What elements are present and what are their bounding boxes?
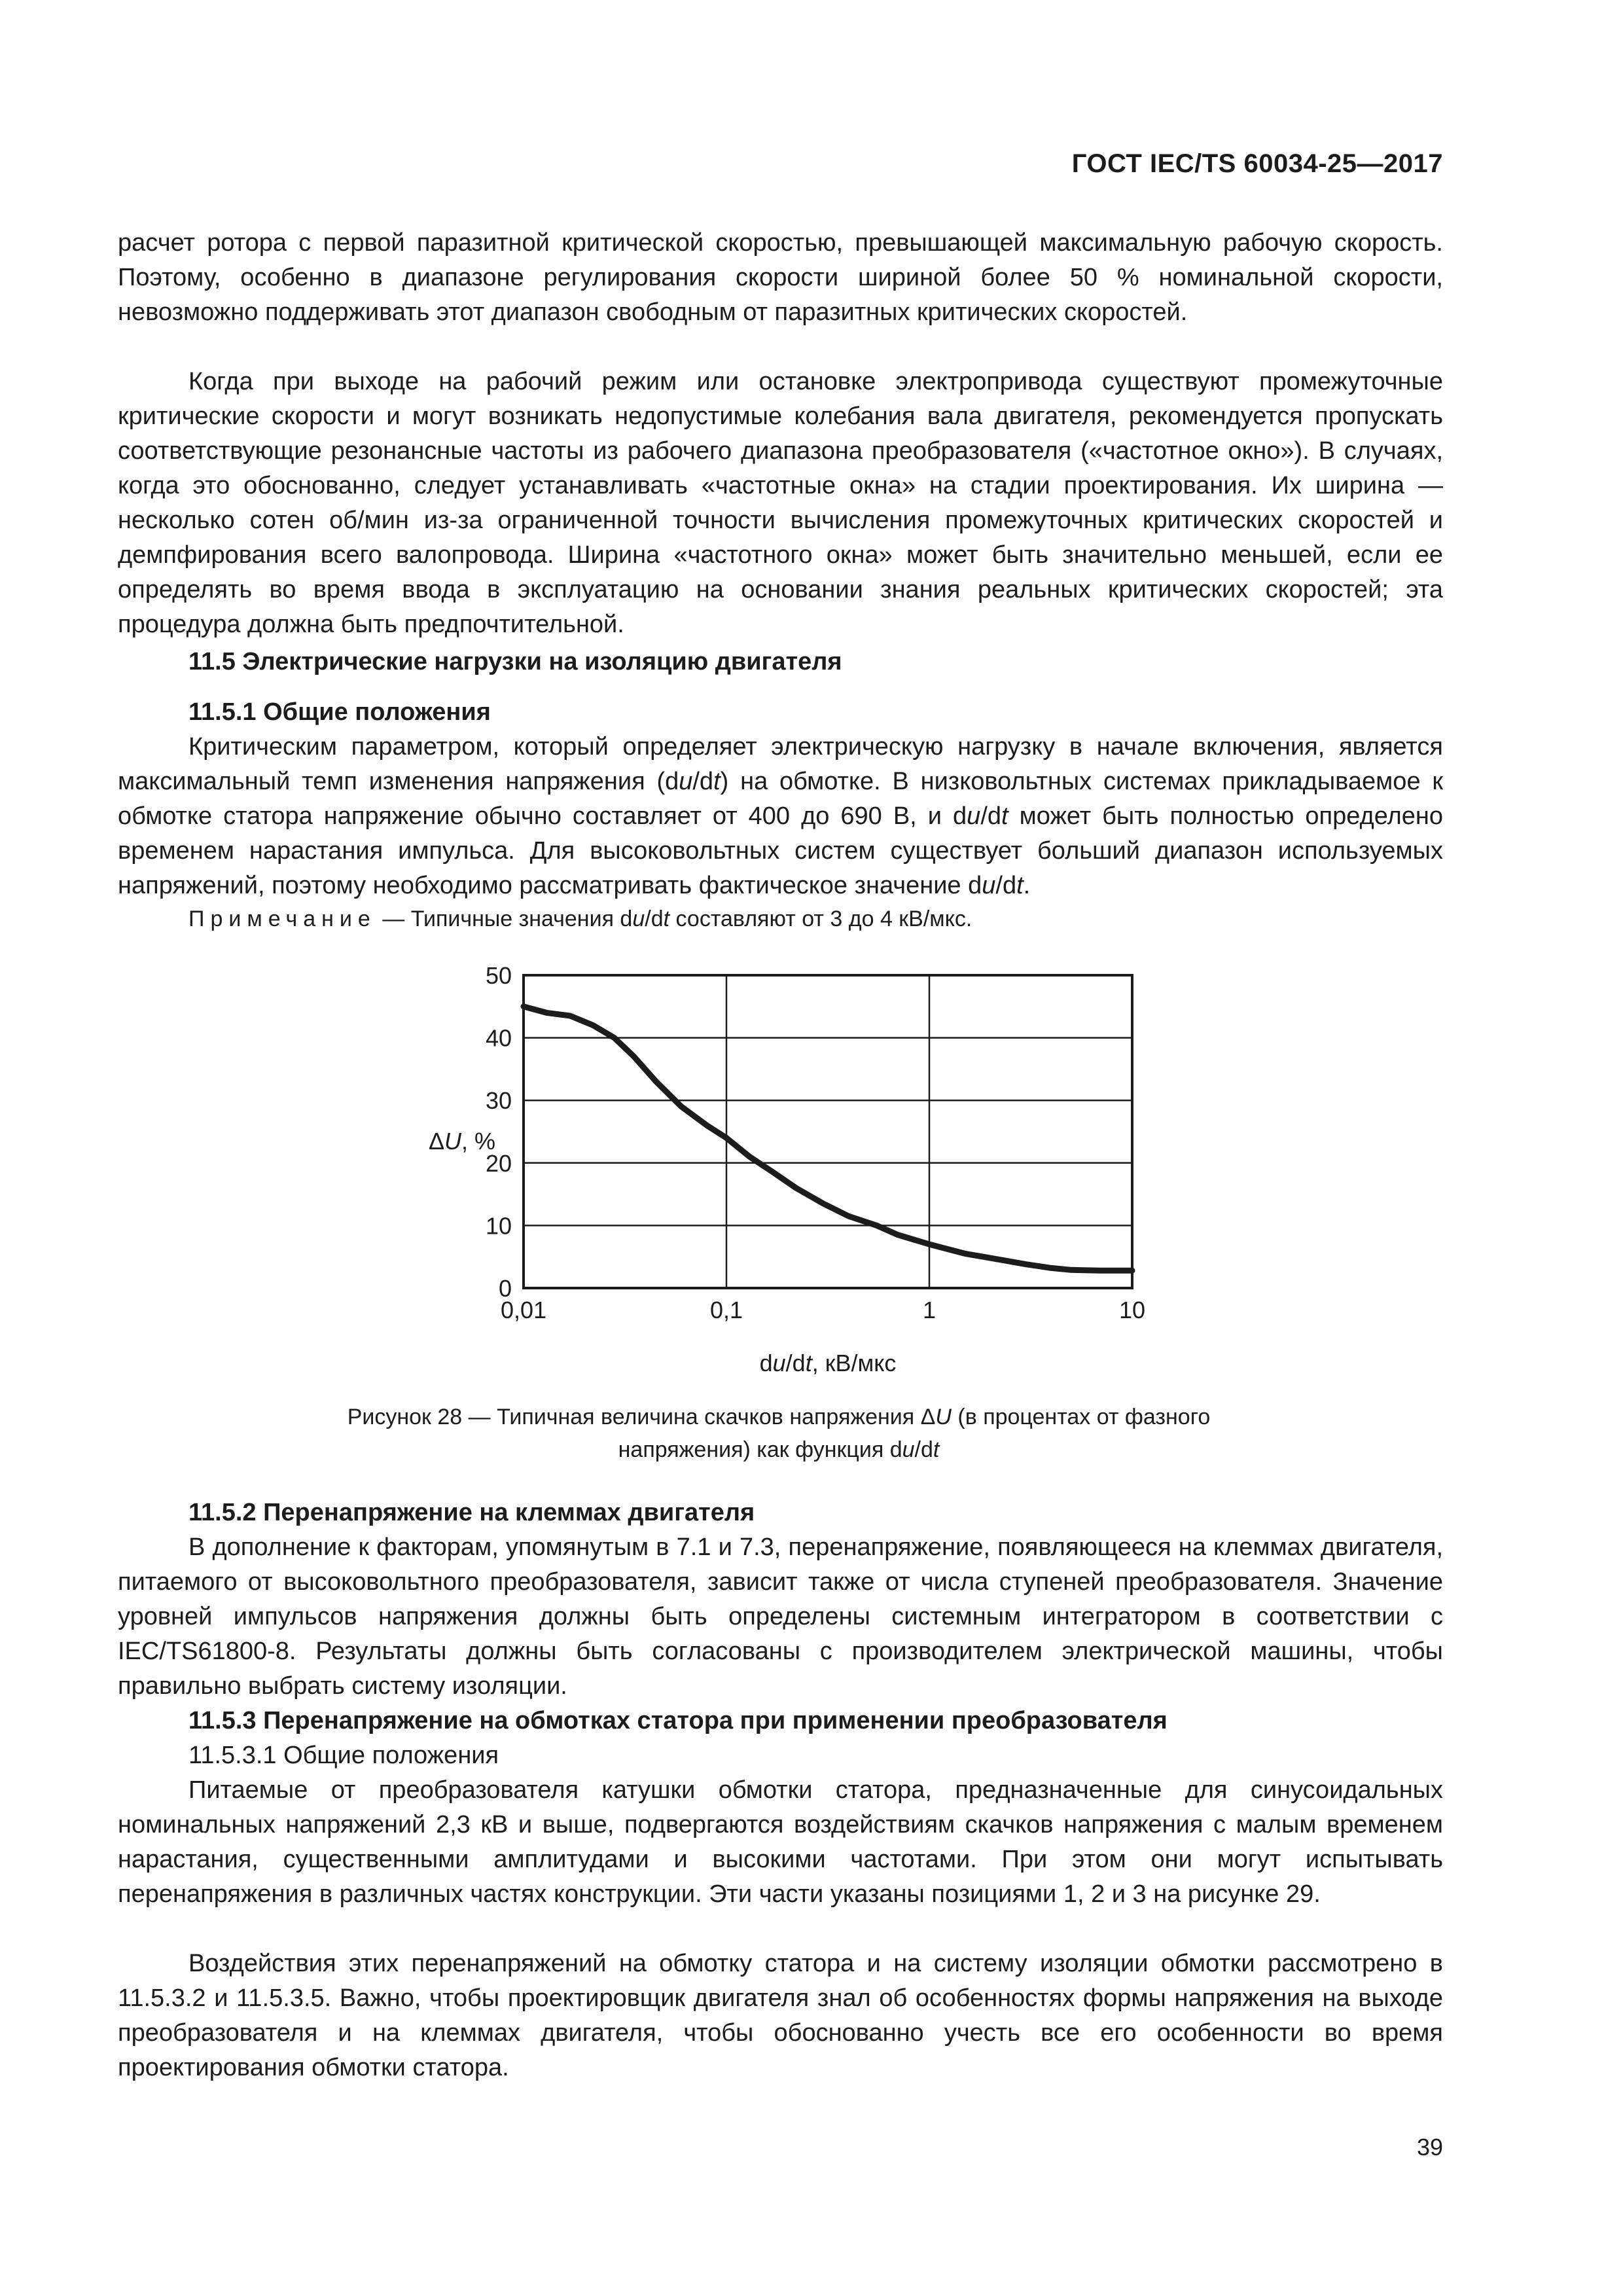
heading-11-5-2: 11.5.2 Перенапряжение на клеммах двигателя [188,1499,755,1526]
chart-x-tick-label: 10 [1118,1297,1146,1323]
chart-y-tick-label: 30 [485,1087,512,1115]
chart-y-tick-label: 50 [485,962,512,989]
chart-y-tick-label: 20 [485,1149,512,1177]
chart-series-line [524,1007,1132,1270]
heading-11-5-3: 11.5.3 Перенапряжение на обмотках статора при применении преобразователя [188,1707,1168,1734]
chart-x-tick-label: 0,1 [709,1297,743,1323]
paragraph-stator-coils: Питаемые от преобразователя катушки обмотки статора, предназначенные для синусоидальных номинальных напряжений 2,3 кВ и выше, подвергаются воздействиям скачков напряжения с малым временем нарастания, существенными амплитудами и высокими частотами. При этом они могут испытывать перенапряжения в различных частях конструкции. Эти части указаны позициями 1, 2 и 3 на рисунке 29. [118,1776,1443,1908]
paragraph-rotor-speed: расчет ротора с первой паразитной критической скоростью, превышающей максимальную рабочую скорость. Поэтому, особенно в диапазоне регулирования скорости шириной более 50 % номинальной скорости, невозможно поддерживать этот диапазон свободным от паразитных критических скоростей. [118,229,1443,326]
paragraph-frequency-window: Когда при выходе на рабочий режим или остановке электропривода существуют промежуточные критические скорости и могут возникать недопустимые колебания вала двигателя, рекомендуется пропускать соответствующие резонансные частоты из рабочего диапазона преобразователя («частотное окно»). В случаях, когда это обоснованно, следует устанавливать «частотные окна» на стадии проектирования. Их ширина — несколько сотен об/мин из-за ограниченной точности вычисления промежуточных критических скоростей и демпфирования всего валопровода. Ширина «частотного окна» может быть значительно меньшей, если ее определять во время ввода в эксплуатацию на основании знания реальных критических скоростей; эта процедура должна быть предпочтительной. [118,368,1443,638]
page-header: ГОСТ IEC/TS 60034-25—2017 [1071,149,1443,178]
heading-11-5: 11.5 Электрические нагрузки на изоляцию двигателя [188,648,842,675]
chart-y-label: ΔU, % [429,1128,496,1155]
chart-y-tick-label: 0 [498,1275,512,1302]
note: Примечание — Типичные значения du/dt составляют от 3 до 4 кВ/мкс. [188,906,972,931]
figure-caption: Рисунок 28 — Типичная величина скачков напряжения ΔU (в процентах от фазного напряжения) как функция du/dt [347,1405,1211,1462]
chart-x-tick-label: 1 [922,1297,936,1323]
paragraph-terminal-overvoltage: В дополнение к факторам, упомянутым в 7.1 и 7.3, перенапряжение, появляющееся на клеммах двигателя, питаемого от высоковольтного преобразователя, зависит также от числа ступеней преобразователя. Значение уровней импульсов напряжения должны быть определены системным интегратором в соответствии с IEC/TS61800-8. Результаты должны быть согласованы с производителем электрической машины, чтобы правильно выбрать систему изоляции. [118,1534,1443,1700]
voltage-jump-chart [366,949,1217,1381]
chart-grid [524,975,1132,1288]
paragraph-du-dt: Критическим параметром, который определяет электрическую нагрузку в начале включения, является максимальный темп изменения напряжения (du/dt) на обмотке. В низковольтных системах прикладываемое к обмотке статора напряжение обычно составляет от 400 до 690 В, и du/dt может быть полностью определено временем нарастания импульса. Для высоковольтных систем существует больший диапазон используемых напряжений, поэтому необходимо рассматривать фактическое значение du/dt. [118,733,1443,899]
page-number: 39 [1416,2134,1443,2161]
chart-x-label: du/dt, кВ/мкс [759,1350,897,1376]
heading-11-5-3-1: 11.5.3.1 Общие положения [188,1742,499,1769]
chart-y-tick-label: 10 [485,1212,512,1240]
chart-x-tick-label: 0,01 [500,1297,547,1323]
chart-y-tick-label: 40 [485,1024,512,1052]
heading-11-5-1: 11.5.1 Общие положения [188,698,491,726]
note-label: Примечание [188,906,376,931]
paragraph-winding-effects: Воздействия этих перенапряжений на обмотку статора и на систему изоляции обмотки рассмотрено в 11.5.3.2 и 11.5.3.5. Важно, чтобы проектировщик двигателя знал об особенностях формы напряжения на выходе преобразователя и на клеммах двигателя, чтобы обоснованно учесть все его особенности во время проектирования обмотки статора. [118,1950,1443,2081]
chart-x-ticks [501,1297,1145,1323]
chart-plot-area [524,975,1132,1288]
